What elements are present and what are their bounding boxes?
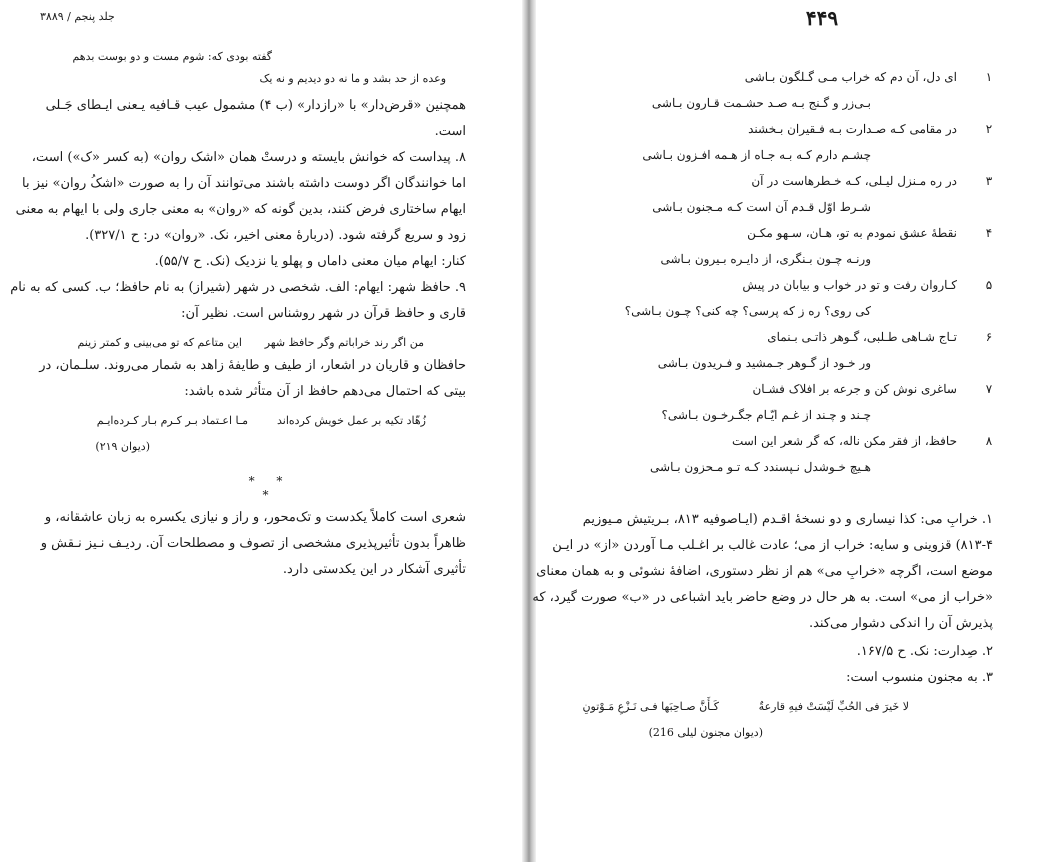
verse-second-hemistich: کی روی؟ ره ز که پرسی؟ چه کنی؟ چـون بـاشی؟ <box>624 304 871 318</box>
closing-line: تأثیری آشکار در این یکدستی دارد. <box>282 562 466 577</box>
body-line: زود و سریع گرفته شود. (دربارهٔ معنی اخیر، نک. «روان» در: ح ۳۲۷/۱). <box>85 228 466 243</box>
verse-first-hemistich: در مقامی کـه صـدارت بـه فـقیران بـخشند <box>748 122 957 136</box>
verse-second-hemistich: ورنـه چـون بـنگری، از دایـره بـیرون بـاشی <box>660 252 871 266</box>
verse-second-hemistich: شـرط اوّل قـدم آن است کـه مـجنون بـاشی <box>652 200 871 214</box>
body-line: قاری و حافظ قرآن در شهر روشناس است. نظیر آن: <box>181 306 466 321</box>
left-page <box>0 0 522 862</box>
quote-hemistich-right: زُهّاد تکیه بر عمل خویش کرده‌اند <box>276 414 426 427</box>
verse-first-hemistich: کـاروان رفت و تو در خواب و بیابان در پیش <box>742 278 957 292</box>
book-gutter <box>522 0 536 862</box>
page-number: ۴۴۹ <box>805 6 839 30</box>
verse-second-hemistich: بـی‌زر و گـنج بـه صـد حشـمت قـارون بـاشی <box>651 96 871 110</box>
verse-number: ۸ <box>985 434 993 448</box>
verse-first-hemistich: ساغری نوش کن و جرعه بر افلاک فشـان <box>752 382 957 396</box>
body-line: ۹. حافظ شهر: ایهام: الف. شخصی در شهر (شیراز) به نام حافظ؛ ب. کسی که به نام <box>10 280 466 295</box>
quote-hemistich-left: این متاعم که تو می‌بینی و کمتر زینم <box>77 336 242 349</box>
verse-number: ۷ <box>985 382 993 396</box>
right-page <box>532 0 1049 862</box>
arabic-quote-right: لا خَیرَ فی الحُبِّ لَیْسَتْ فیهِ قارعةٌ <box>758 700 909 713</box>
verse-first-hemistich: حافظ، از فقر مکن ناله، که گر شعر این است <box>731 434 957 448</box>
body-line: اما خوانندگان اگر دوست داشته باشند می‌توانند آن را به صورت «اشکُ روان» نیز با <box>22 176 466 191</box>
running-head: جلد پنجم / ۳۸۸۹ <box>40 10 115 23</box>
verse-first-hemistich: نقطهٔ عشق نمودم به تو، هـان، سـهو مکـن <box>747 226 957 240</box>
verse-first-hemistich: تـاج شـاهی طـلبی، گـوهر ذاتـی بـنمای <box>767 330 957 344</box>
poem-line: گفته بودی که: شوم مست و دو بوست بدهم <box>72 50 272 63</box>
quote-hemistich-right: من اگر رند خراباتم وگر حافظ شهر <box>264 336 424 349</box>
verse-second-hemistich: ور خـود از گـوهر جـمشید و فـریدون بـاشی <box>657 356 871 370</box>
footnote-line: ۸۱۳-۴) قزوینی و سایه: خراب از می؛ عادت غالب بر اغـلب مـا آوردن «از» در ایـن <box>552 538 993 553</box>
verse-number: ۳ <box>985 174 993 188</box>
section-separator: * * * <box>248 474 292 502</box>
verse-number: ۶ <box>985 330 993 344</box>
poem-line: وعده از حد بشد و ما نه دو دیدیم و نه یک <box>259 72 446 85</box>
footnote-line: «خراب از می» است. به هر حال در وضع حاضر باید اشباعی در «ب» صورت گیرد، که <box>532 590 993 605</box>
body-line: بیتی که احتمال می‌دهم حافظ از آن متأثر شده باشد: <box>184 384 466 399</box>
footnote-line: پذیرش آن را اندکی دشوار می‌کند. <box>808 616 993 631</box>
verse-number: ۱ <box>985 70 993 84</box>
footnote-line: ۳. به مجنون منسوب است: <box>846 670 993 685</box>
verse-first-hemistich: در ره مـنزل لیـلی، کـه خـطرهاست در آن <box>751 174 957 188</box>
body-line: ۸. پیداست که خوانش بایسته و درستْ همان «اشک روان» (به کسر «ک») است، <box>31 150 466 165</box>
footnote-line: ۲. صِدارت: نک. ح ۱۶۷/۵. <box>856 644 993 659</box>
arabic-quote-left: کَـأَنَّ صـاحِبَها فـی نَـزْعِ مَـوْتونِ <box>582 700 719 713</box>
body-line: ایهام ساختاری فرض کنند، بدین گونه که «روان» به معنی جاری ولی با ایهام به معنی <box>15 202 466 217</box>
verse-number: ۵ <box>985 278 993 292</box>
verse-number: ۲ <box>985 122 993 136</box>
quote-source: (دیوان ۲۱۹) <box>95 440 150 453</box>
closing-line: شعری است کاملاً یکدست و تک‌محور، و راز و نیازی یکسره به زبان عاشقانه، و <box>44 510 466 525</box>
body-line: حافظان و قاریان در اشعار، از طیف و طایفهٔ زاهد به شمار می‌روند. سلـمان، در <box>39 358 466 373</box>
body-line: است. <box>434 124 466 139</box>
closing-line: ظاهراً بدون تأثیرپذیری مشخصی از تصوف و مصطلحات آن. ردیـف نـیز نـقش و <box>40 536 466 551</box>
quote-hemistich-left: مـا اعـتماد بـر کـرم بـار کـرده‌ایـم <box>96 414 248 427</box>
body-line: کنار: ایهام میان معنی داماں و پهلو یا نزدیک (نک. ح ۵۵/۷). <box>154 254 466 269</box>
verse-second-hemistich: چشـم دارم کـه بـه جـاه از هـمه افـزون بـاشی <box>642 148 871 162</box>
verse-first-hemistich: ای دل، آن دم که خراب مـی گـلگون بـاشی <box>744 70 957 84</box>
footnote-line: موضع است، اگرچه «خرابِ می» هم از نظر دستوری، اضافهٔ نشوئی و به همان معنای <box>536 564 993 579</box>
verse-number: ۴ <box>985 226 993 240</box>
quote-source: (دیوان مجنون لیلی 216) <box>648 726 763 739</box>
footnote-line: ۱. خرابِ می: کذا نیساری و دو نسخهٔ اقـدم (ایـاصوفیه ۸۱۳، بـریتیش مـیوزیم <box>582 512 993 527</box>
body-line: همچنین «قرض‌دار» با «رازدار» (ب ۴) مشمول عیب قـافیه یـعنی ایـطای جَـلی <box>45 98 466 113</box>
verse-second-hemistich: هـیچ خـوشدل نـپسندد کـه تـو مـحزون بـاشی <box>650 460 871 474</box>
verse-second-hemistich: چـند و چـند از غـم ایّـام جگـرخـون بـاشی؟ <box>661 408 871 422</box>
